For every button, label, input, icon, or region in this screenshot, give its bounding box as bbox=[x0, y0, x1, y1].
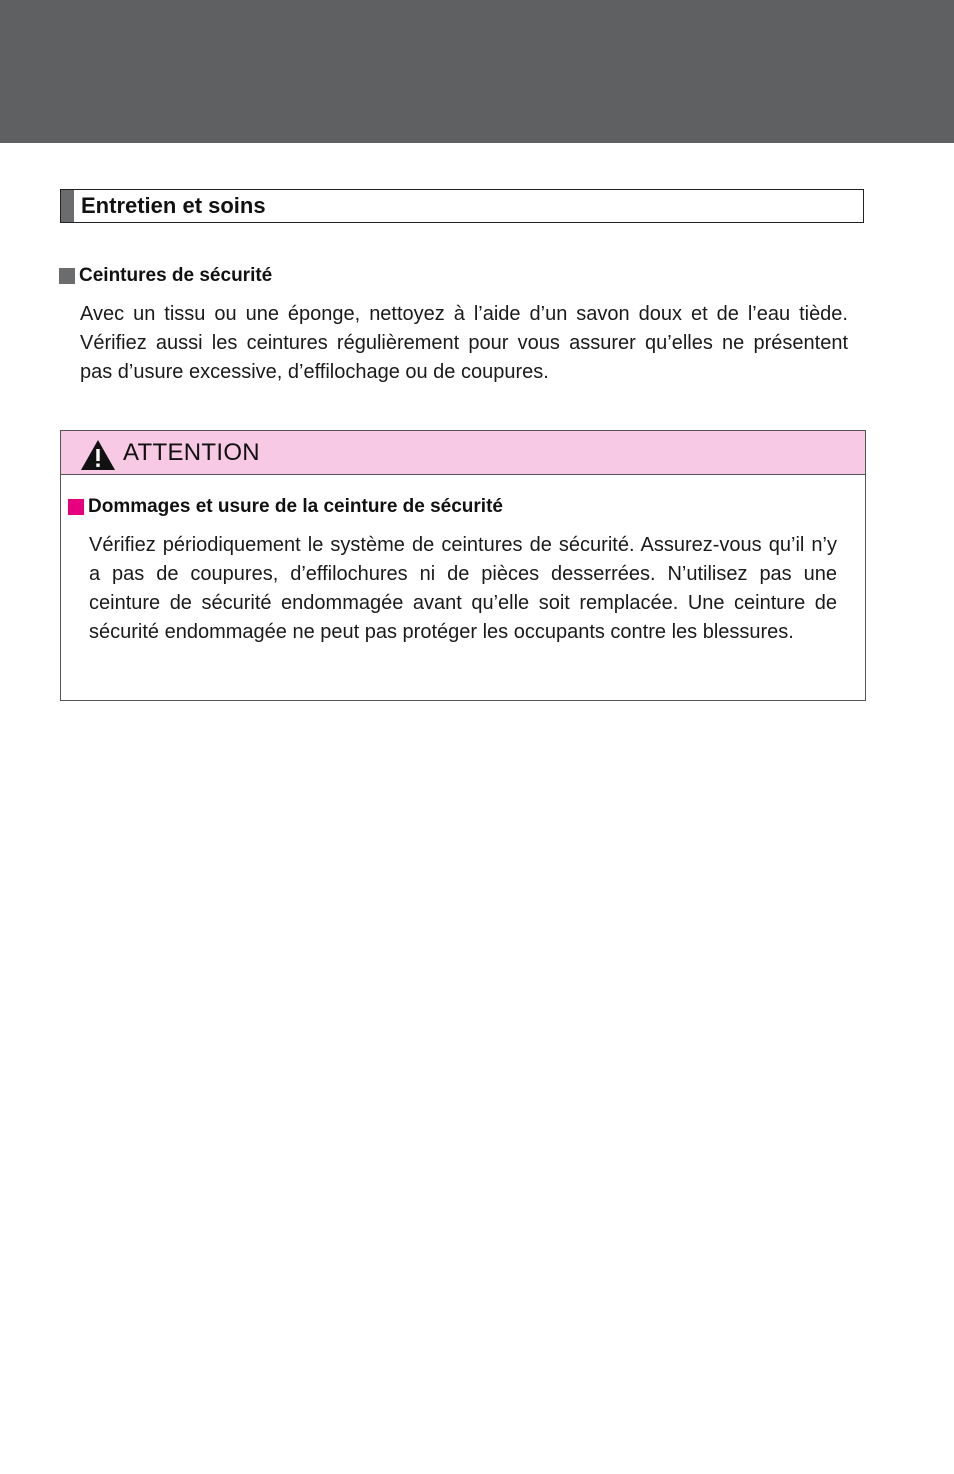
seatbelts-heading bbox=[59, 264, 272, 288]
caution-box bbox=[60, 430, 866, 701]
square-bullet-icon bbox=[68, 499, 84, 515]
section-header-bar bbox=[61, 190, 74, 222]
warning-triangle-icon bbox=[80, 439, 116, 471]
section-title: Entretien et soins bbox=[81, 193, 266, 218]
section-header bbox=[60, 189, 864, 223]
seatbelts-heading-label: Ceintures de sécurité bbox=[79, 265, 273, 286]
page-header-band bbox=[0, 0, 954, 143]
caution-paragraph: Vérifiez périodiquement le système de ceintures de sécurité. Assurez-vous qu’il n’y a pas de coupures, d’effilochures ni de pièces desserrées. N’utilisez pas une ceinture de sécurité endommagée avant qu’elle soit remplacée. Une ceinture de sécurité endommagée ne peut pas protéger les occupants contre les blessures. bbox=[89, 534, 837, 643]
caution-header bbox=[61, 431, 865, 475]
caution-label: ATTENTION bbox=[123, 439, 260, 466]
caution-heading-label: Dommages et usure de la ceinture de sécurité bbox=[88, 496, 503, 517]
caution-heading bbox=[68, 495, 503, 519]
seatbelts-paragraph: Avec un tissu ou une éponge, nettoyez à l’aide d’un savon doux et de l’eau tiède. Vérifiez aussi les ceintures régulièrement pour vous assurer qu’elles ne présentent pas d’usure excessive, d’effilochage ou de coupures. bbox=[80, 303, 848, 383]
square-bullet-icon bbox=[59, 268, 75, 284]
